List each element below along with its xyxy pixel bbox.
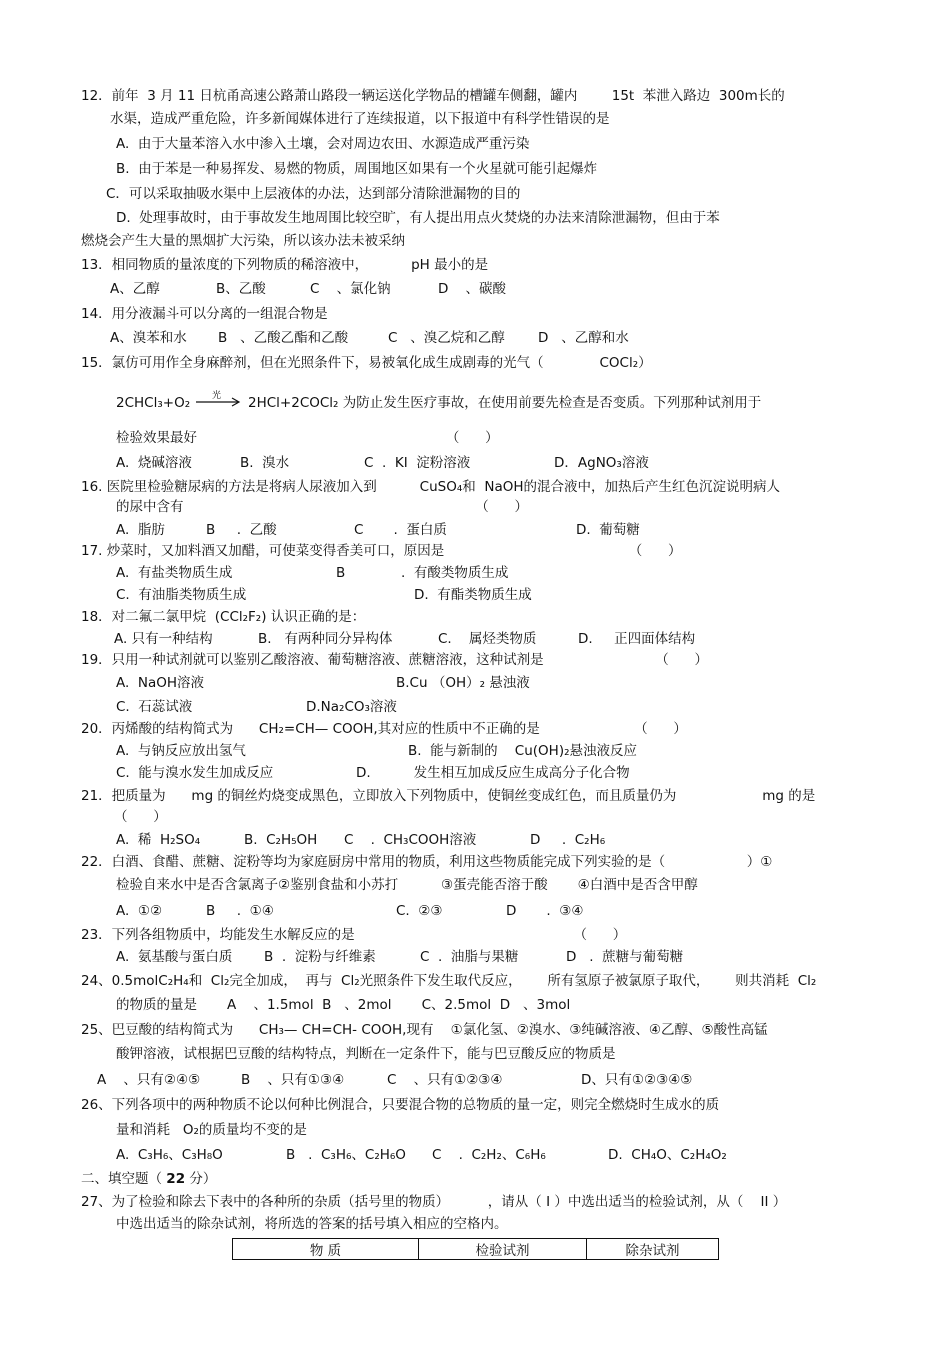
q21-options — [116, 831, 605, 849]
q22-line1: 22．白酒、食醋、蔗糖、淀粉等均为家庭厨房中常用的物质，利用这些物质能完成下列实验的是（ ）① — [81, 854, 773, 870]
reaction-arrow-icon — [194, 390, 244, 412]
q12-option-a: A. 由于大量苯溶入水中渗入土壤，会对周边农田、水源造成严重污染 — [116, 136, 530, 152]
header-test-reagent: 检验试剂 — [419, 1239, 587, 1260]
q20-option-d: D. 发生相互加成反应生成高分子化合物 — [356, 765, 630, 781]
q15-option-c: C . KI 淀粉溶液 — [364, 455, 471, 471]
q23-option-c: C . 油脂与果糖 — [420, 949, 519, 965]
q14-option-b: B 、乙酸乙酯和乙酸 — [218, 330, 349, 346]
q24-line2: 的物质的量是 A 、1.5mol B 、2mol C、2.5mol D 、3mol — [116, 997, 571, 1013]
q25-line1: 25、巴豆酸的结构简式为 CH₃— CH=CH- COOH,现有 ①氯化氢、②溴水、③纯碱溶液、④乙醇、⑤酸性高锰 — [81, 1022, 768, 1038]
q19-stem: 19．只用一种试剂就可以鉴别乙酸溶液、葡萄糖溶液、蔗糖溶液，这种试剂是 （ ） — [81, 652, 708, 668]
q13-option-b: B、乙酸 — [216, 281, 266, 297]
q18-option-b: B. 有两种同分异构体 — [258, 631, 393, 647]
q24-line1: 24、0.5molC₂H₄和 Cl₂完全加成， 再与 Cl₂光照条件下发生取代反应， 所有氢原子被氯原子取代， 则共消耗 Cl₂ — [81, 973, 817, 989]
q15-options — [116, 454, 649, 472]
q25-option-a: A 、只有②④⑤ — [97, 1072, 201, 1088]
q12-line2: 水渠，造成严重危险，许多新闻媒体进行了连续报道，以下报道中有科学性错误的是 — [110, 111, 610, 127]
q21-option-b: B. C₂H₅OH — [244, 832, 318, 848]
q13-option-a: A、乙醇 — [110, 281, 160, 297]
q17-stem: 17. 炒菜时，又加料酒又加醋，可使菜变得香美可口，原因是 （ ） — [81, 543, 682, 559]
q16-options — [116, 521, 640, 539]
q26-option-b: B . C₃H₆、C₂H₆O — [286, 1147, 406, 1163]
q18-option-a: A. 只有一种结构 — [114, 631, 213, 647]
impurity-table — [232, 1238, 719, 1260]
q13-stem: 13．相同物质的量浓度的下列物质的稀溶液中， pH 最小的是 — [81, 257, 489, 273]
q20-option-c: C. 能与溴水发生加成反应 — [116, 765, 274, 781]
section-heading — [81, 1170, 216, 1188]
q25-option-d: D、只有①②③④⑤ — [581, 1072, 693, 1088]
q18-option-c: C. 属烃类物质 — [438, 631, 537, 647]
q14-options — [110, 329, 629, 347]
q18-stem: 18．对二氟二氯甲烷 (CCl₂F₂) 认识正确的是： — [81, 609, 366, 625]
q13-option-d: D 、碳酸 — [438, 281, 507, 297]
q12-option-c: C．可以采取抽吸水渠中上层液体的办法，达到部分清除泄漏物的目的 — [106, 186, 521, 202]
q13-options — [110, 280, 506, 298]
q26-options — [116, 1146, 727, 1164]
q21-option-d: D . C₂H₆ — [530, 832, 606, 848]
q14-option-d: D 、乙醇和水 — [538, 330, 629, 346]
section-score: 22 — [166, 1171, 186, 1187]
q14-option-c: C 、溴乙烷和乙醇 — [388, 330, 505, 346]
q15-stem: 15．氯仿可用作全身麻醉剂，但在光照条件下，易被氧化成生成剧毒的光气（ COCl₂） — [81, 355, 652, 371]
q12-option-b: B. 由于苯是一种易挥发、易燃的物质，周围地区如果有一个火星就可能引起爆炸 — [116, 161, 598, 177]
q25-option-c: C 、只有①②③④ — [387, 1072, 503, 1088]
q12-option-d-line2: 燃烧会产生大量的黑烟扩大污染，所以该办法未被采纳 — [81, 233, 405, 249]
q20-option-b: B. 能与新制的 Cu(OH)₂悬浊液反应 — [408, 743, 638, 759]
q19-option-c: C. 石蕊试液 — [116, 699, 193, 715]
q19-option-b: B.Cu （OH）₂ 悬浊液 — [396, 675, 530, 691]
q15-line3: 检验效果最好 （ ） — [116, 430, 499, 446]
q16-line2: 的尿中含有 （ ） — [116, 499, 529, 515]
q25-line2: 酸钾溶液，试根据巴豆酸的结构特点，判断在一定条件下，能与巴豆酸反应的物质是 — [116, 1046, 616, 1062]
q12-option-d-line1: D. 处理事故时，由于事故发生地周围比较空旷，有人提出用点火焚烧的办法来清除泄漏物，但由于苯 — [116, 210, 720, 226]
q23-stem: 23．下列各组物质中，均能发生水解反应的是 （ ） — [81, 927, 627, 943]
q19-option-d: D.Na₂CO₃溶液 — [306, 699, 397, 715]
q15-equation-left: 2CHCl₃+O₂ — [116, 395, 191, 411]
q21-line1: 21．把质量为 mg 的铜丝灼烧变成黑色，立即放入下列物质中，使铜丝变成红色，而且质量仍为 mg 的是 — [81, 788, 816, 804]
q22-option-d: D . ③④ — [506, 903, 584, 919]
q15-option-d: D．AgNO₃溶液 — [554, 455, 649, 471]
q21-option-a: A. 稀 H₂SO₄ — [116, 832, 201, 848]
q20-stem: 20．丙烯酸的结构简式为 CH₂=CH— COOH,其对应的性质中不正确的是 （ ） — [81, 721, 687, 737]
q26-option-d: D. CH₄O、C₂H₄O₂ — [608, 1147, 727, 1163]
q27-line2: 中选出适当的除杂试剂，将所选的答案的括号填入相应的空格内。 — [116, 1216, 508, 1232]
header-removal-reagent: 除杂试剂 — [587, 1239, 719, 1260]
table-header-row — [233, 1239, 719, 1260]
q20-option-a: A. 与钠反应放出氢气 — [116, 743, 246, 759]
q23-option-d: D . 蔗糖与葡萄糖 — [566, 949, 684, 965]
q26-line1: 26、下列各项中的两种物质不论以何种比例混合，只要混合物的总物质的量一定，则完全燃烧时生成水的质 — [81, 1097, 720, 1113]
q22-option-b: B . ①④ — [206, 903, 274, 919]
q21-line2: （ ） — [114, 809, 167, 825]
q12-line1: 12．前年 3 月 11 日杭甬高速公路萧山路段一辆运送化学物品的槽罐车侧翻，罐内 15t 苯泄入路边 300m长的 — [81, 88, 785, 104]
q14-option-a: A、溴苯和水 — [110, 330, 187, 346]
q18-options — [114, 630, 695, 648]
q16-option-b: B . 乙酸 — [206, 522, 277, 538]
q14-stem: 14．用分液漏斗可以分离的一组混合物是 — [81, 306, 328, 322]
q25-options — [97, 1071, 692, 1089]
q21-option-c: C . CH₃COOH溶液 — [344, 832, 477, 848]
q17-option-c: C. 有油脂类物质生成 — [116, 587, 247, 603]
q22-line2: 检验自来水中是否含氯离子②鉴别食盐和小苏打 ③蛋壳能否溶于酸 ④白酒中是否含甲醇 — [116, 877, 698, 893]
q19-option-a: A. NaOH溶液 — [116, 675, 205, 691]
q22-option-a: A. ①② — [116, 903, 163, 919]
q26-option-c: C . C₂H₂、C₆H₆ — [432, 1147, 546, 1163]
q23-option-b: B . 淀粉与纤维素 — [264, 949, 376, 965]
q27-line1: 27、为了检验和除去下表中的各种所的杂质（括号里的物质） ，请从（ I ）中选出适当的检验试剂，从（ II ） — [81, 1194, 787, 1210]
q16-option-a: A. 脂肪 — [116, 522, 165, 538]
q15-option-a: A. 烧碱溶液 — [116, 455, 192, 471]
q25-option-b: B 、只有①③④ — [241, 1072, 345, 1088]
q15-equation-right: 2HCl+2COCl₂ 为防止发生医疗事故，在使用前要先检查是否变质。下列那种试剂用于 — [248, 395, 762, 411]
q16-option-d: D. 葡萄糖 — [576, 522, 640, 538]
q18-option-d: D. 正四面体结构 — [578, 631, 696, 647]
q17-option-d: D. 有酯类物质生成 — [414, 587, 532, 603]
q17-option-a: A. 有盐类物质生成 — [116, 565, 233, 581]
q16-option-c: C . 蛋白质 — [354, 522, 447, 538]
q17-option-b: B . 有酸类物质生成 — [336, 565, 509, 581]
q23-options — [116, 948, 683, 966]
q16-line1: 16. 医院里检验糖尿病的方法是将病人尿液加入到 CuSO₄和 NaOH的混合液中，加热后产生红色沉淀说明病人 — [81, 479, 780, 495]
q15-option-b: B. 溴水 — [240, 455, 290, 471]
q22-options — [116, 902, 584, 920]
section-prefix: 二、填空题（ — [81, 1171, 167, 1187]
section-suffix: 分） — [185, 1171, 217, 1187]
q26-line2: 量和消耗 O₂的质量均不变的是 — [116, 1122, 307, 1138]
q26-option-a: A. C₃H₆、C₃H₈O — [116, 1147, 223, 1163]
q13-option-c: C 、氯化钠 — [310, 281, 391, 297]
arrow-condition-label: 光 — [212, 391, 222, 401]
q23-option-a: A. 氨基酸与蛋白质 — [116, 949, 233, 965]
q22-option-c: C. ②③ — [396, 903, 443, 919]
header-substance: 物 质 — [233, 1239, 419, 1260]
